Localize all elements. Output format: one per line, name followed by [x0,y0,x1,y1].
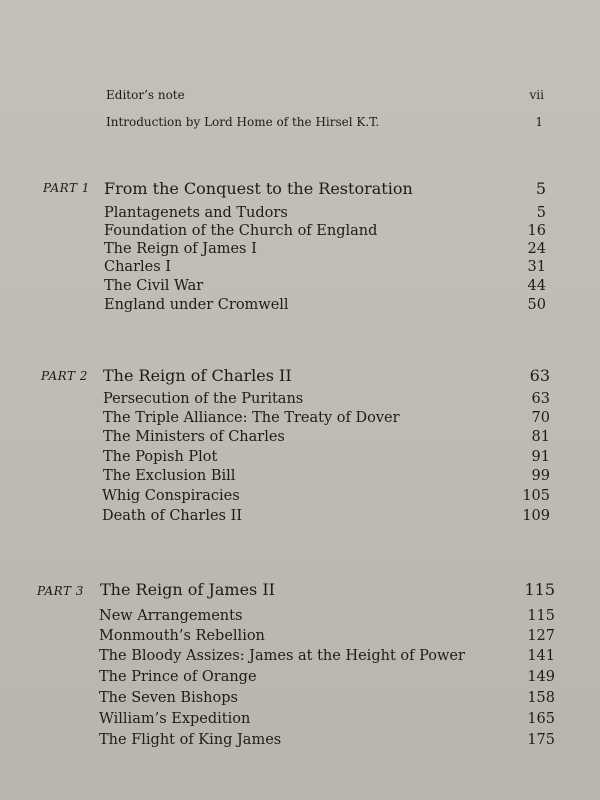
toc-entry-page: 91 [531,449,550,465]
part-label: PART 1 [43,181,90,195]
toc-entry-page: 158 [527,690,555,706]
toc-entry-page: 16 [527,223,546,239]
toc-entry-title: Death of Charles II [102,508,243,524]
toc-entry-title: The Bloody Assizes: James at the Height of Power [99,648,465,664]
toc-entry-page: 1 [535,115,543,129]
toc-entry-page: vii [529,88,544,102]
toc-entry-page: 50 [527,297,546,313]
part-page: 5 [535,179,546,198]
toc-entry-page: 127 [527,628,555,644]
toc-entry-page: 44 [527,278,546,294]
part-page: 63 [529,366,550,385]
toc-entry-title: Introduction by Lord Home of the Hirsel K.T. [106,115,380,129]
toc-entry-page: 24 [527,241,546,257]
toc-entry-title: The Reign of James I [104,241,257,257]
toc-entry-title: The Seven Bishops [99,690,238,706]
toc-entry-page: 5 [536,205,546,221]
toc-entry-page: 109 [522,508,550,524]
toc-entry-title: The Civil War [104,278,204,294]
toc-entry-title: The Ministers of Charles [103,429,285,445]
part-title: The Reign of Charles II [103,366,292,385]
part-label: PART 2 [41,369,88,383]
toc-entry-page: 31 [527,259,546,275]
toc-entry-title: The Popish Plot [103,449,218,465]
toc-entry-title: Charles I [104,259,172,275]
toc-entry-page: 175 [527,732,555,748]
toc-entry-title: New Arrangements [99,608,243,624]
part-title: The Reign of James II [100,580,275,599]
part-title: From the Conquest to the Restoration [104,179,413,198]
toc-entry-page: 105 [522,488,550,504]
toc-entry-title: The Prince of Orange [99,669,257,685]
toc-entry-page: 99 [531,468,550,484]
toc-entry-title: Plantagenets and Tudors [104,205,288,221]
toc-entry-page: 63 [531,391,550,407]
toc-entry-title: Persecution of the Puritans [103,391,304,407]
toc-entry-title: Editor’s note [106,88,185,102]
toc-entry-title: The Exclusion Bill [103,468,236,484]
toc-entry-title: Foundation of the Church of England [104,223,378,239]
toc-entry-title: The Flight of King James [99,732,282,748]
toc-entry-page: 141 [527,648,555,664]
toc-entry-page: 70 [531,410,550,426]
toc-entry-title: The Triple Alliance: The Treaty of Dover [103,410,400,426]
toc-entry-page: 115 [527,608,555,624]
toc-entry-title: Monmouth’s Rebellion [99,628,265,644]
toc-entry-title: Whig Conspiracies [102,488,240,504]
toc-entry-title: England under Cromwell [104,297,289,313]
toc-entry-title: William’s Expedition [99,711,251,727]
part-page: 115 [524,580,555,599]
toc-entry-page: 149 [527,669,555,685]
toc-entry-page: 81 [531,429,550,445]
toc-entry-page: 165 [527,711,555,727]
part-label: PART 3 [37,584,84,598]
